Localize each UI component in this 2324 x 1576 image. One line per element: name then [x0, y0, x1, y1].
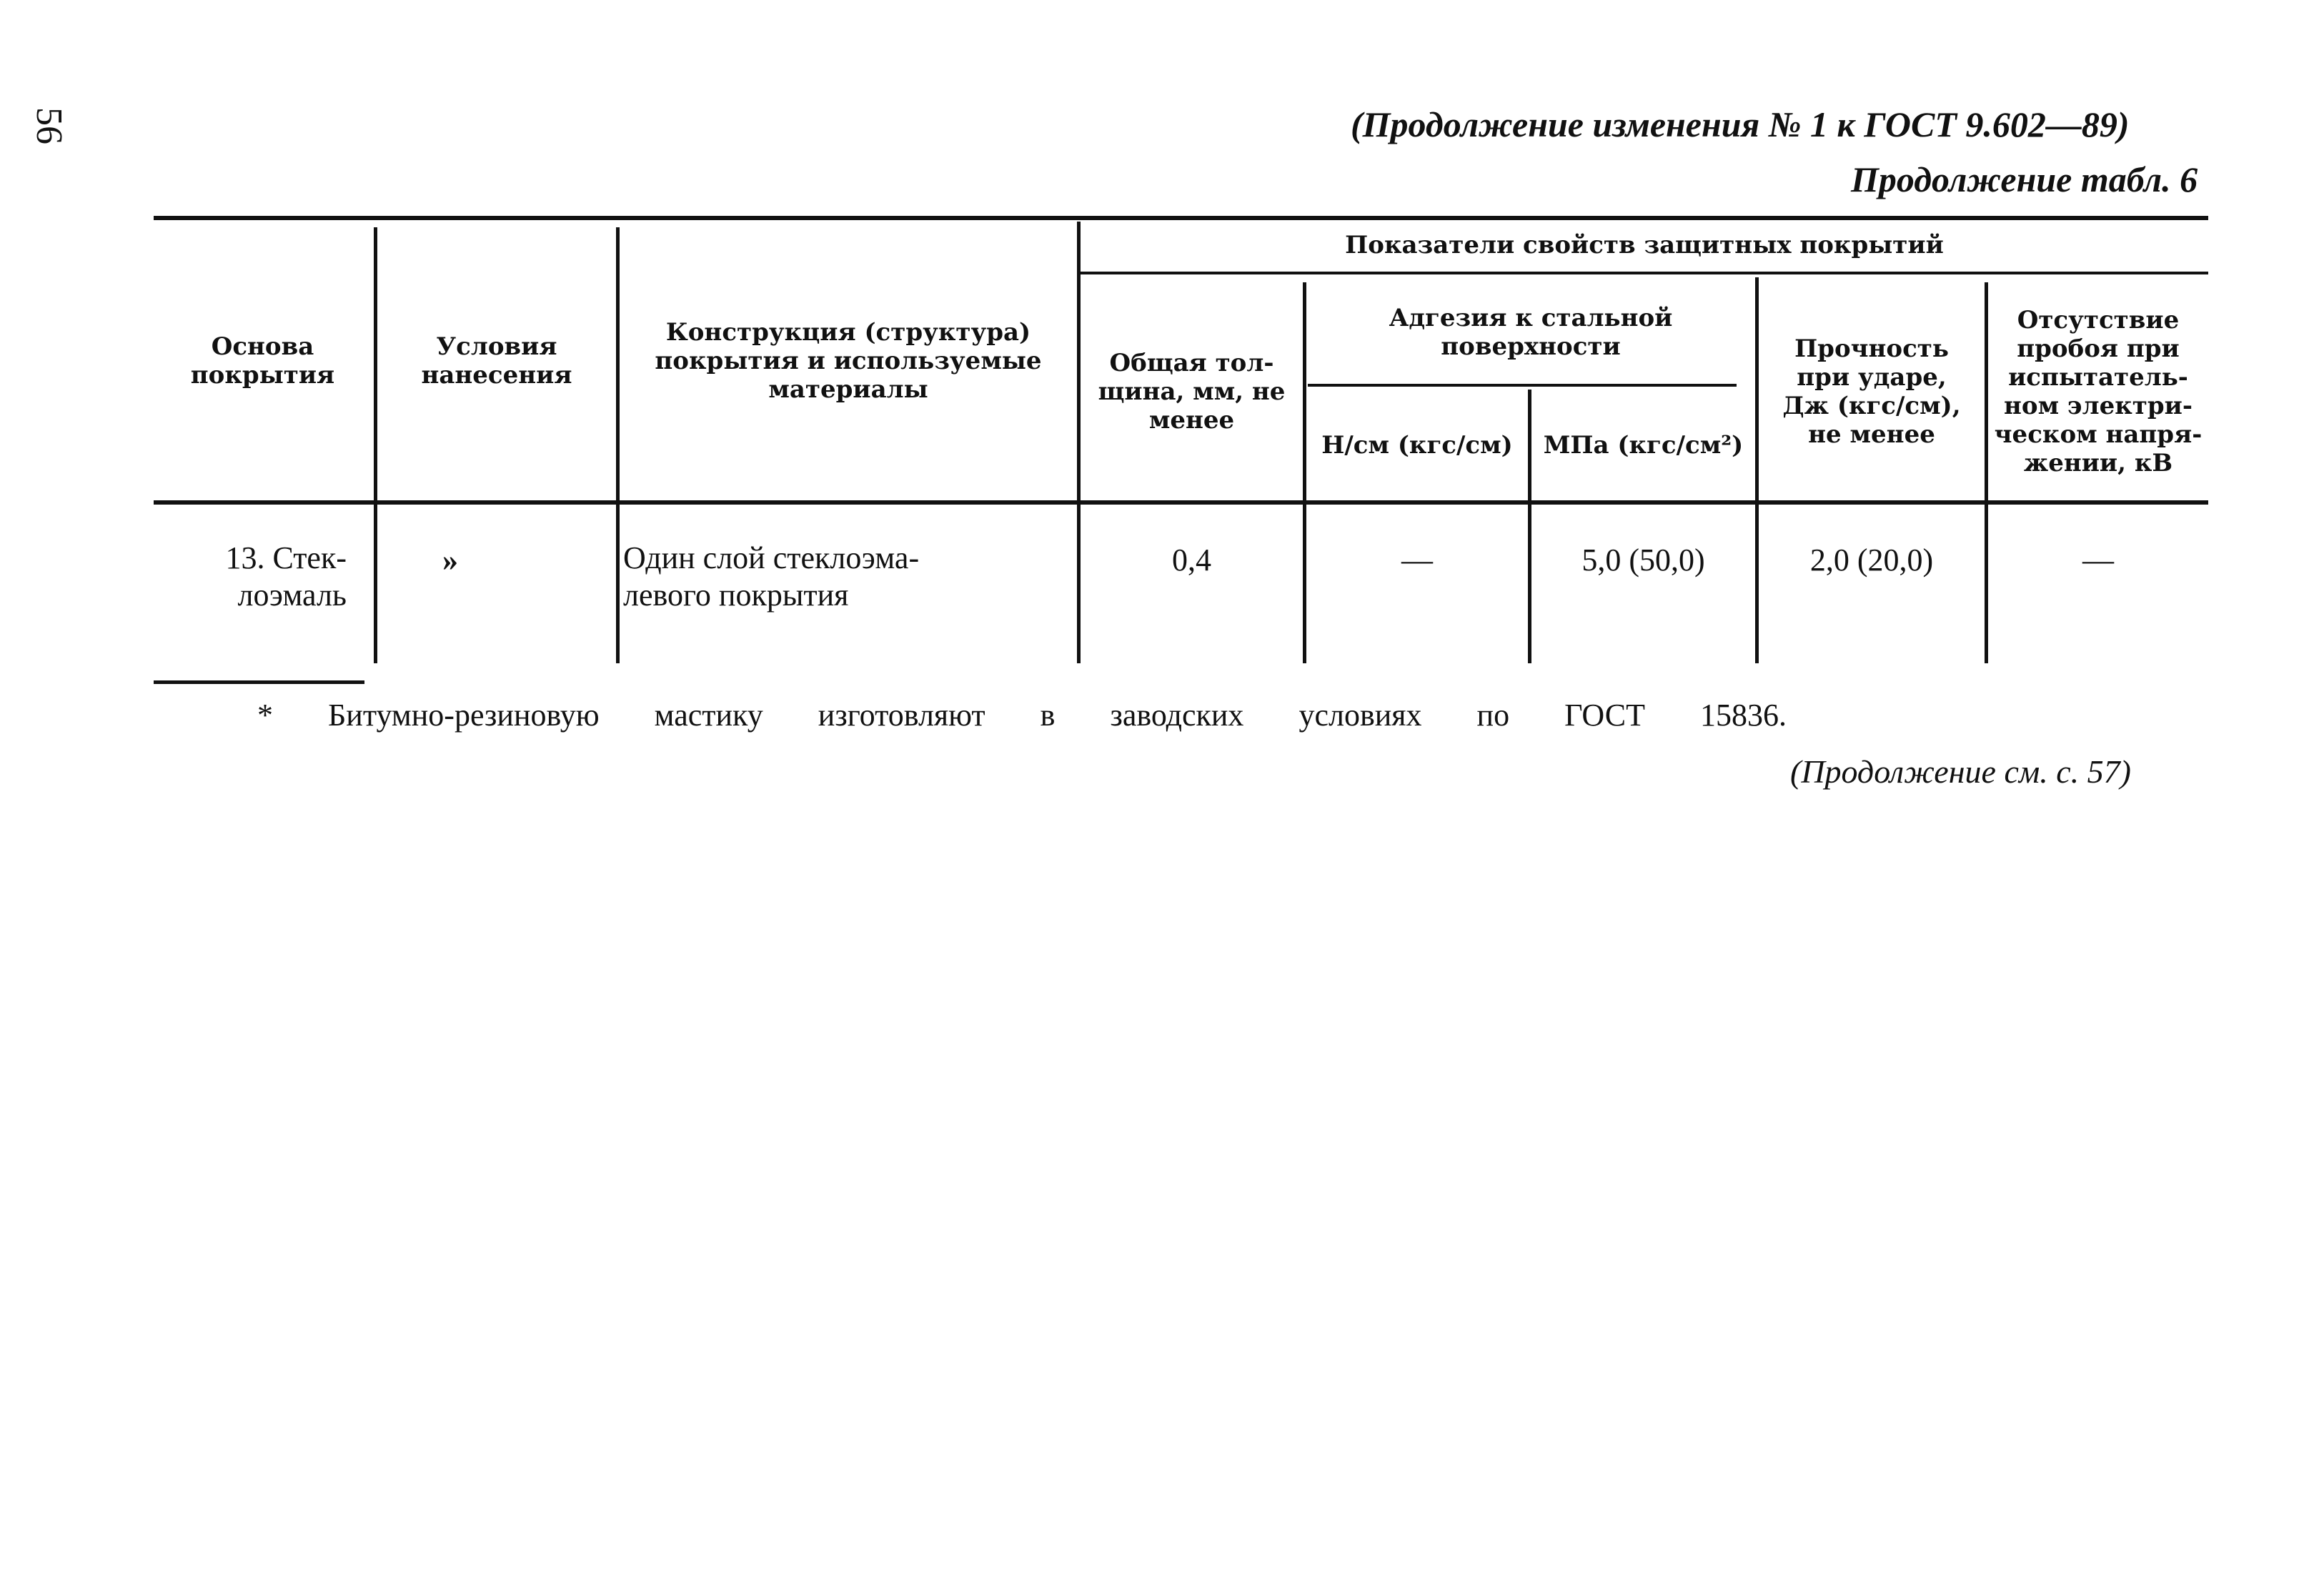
col-header-adhesion: Адгезия к стальной поверхности	[1389, 304, 1673, 361]
col-header-thickness: Общая тол- щина, мм, не менее	[1098, 348, 1286, 435]
continued-note: (Продолжение см. с. 57)	[1790, 753, 2131, 790]
continuation-header: (Продолжение изменения № 1 к ГОСТ 9.602—89)	[1351, 104, 2130, 144]
table-continuation-label: Продолжение табл. 6	[1851, 159, 2198, 199]
col-header-basis: Основа покрытия	[190, 332, 335, 390]
row-conditions: »	[442, 542, 458, 578]
footnote-rule	[154, 680, 364, 684]
col-header-impact: Прочность при ударе, Дж (кгс/см), не менее	[1782, 334, 1961, 449]
row-construction: Один слой стеклоэма- левого покрытия	[623, 540, 920, 613]
row-basis: 13. Стек- лоэмаль	[225, 540, 347, 613]
footnote: * Битумно-резиновую мастику изготовляют в заводских условиях по ГОСТ 15836.	[257, 698, 1787, 733]
col-header-breakdown: Отсутствие пробоя при испытатель- ном электри- ческом напря- жении, кВ	[1994, 305, 2203, 477]
row-adhesion-mpa: 5,0 (50,0)	[1581, 542, 1705, 578]
header-bottom-rule	[154, 500, 2208, 505]
group-header-rule	[1081, 272, 2208, 274]
page-number: 56	[29, 107, 69, 144]
col-header-group: Показатели свойств защитных покрытий	[1345, 231, 1944, 259]
row-breakdown: —	[2082, 542, 2114, 578]
row-impact: 2,0 (20,0)	[1809, 542, 1934, 578]
col-header-adhesion-n: Н/см (кгс/см)	[1321, 430, 1513, 460]
row-adhesion-n: —	[1401, 542, 1433, 578]
col-header-adhesion-mpa: МПа (кгс/см²)	[1543, 430, 1744, 460]
adhesion-header-rule	[1308, 384, 1737, 387]
col-header-construction: Конструкция (структура) покрытия и используемые материалы	[655, 318, 1042, 404]
row-thickness: 0,4	[1172, 542, 1211, 578]
col-header-conditions: Условия нанесения	[421, 332, 572, 390]
